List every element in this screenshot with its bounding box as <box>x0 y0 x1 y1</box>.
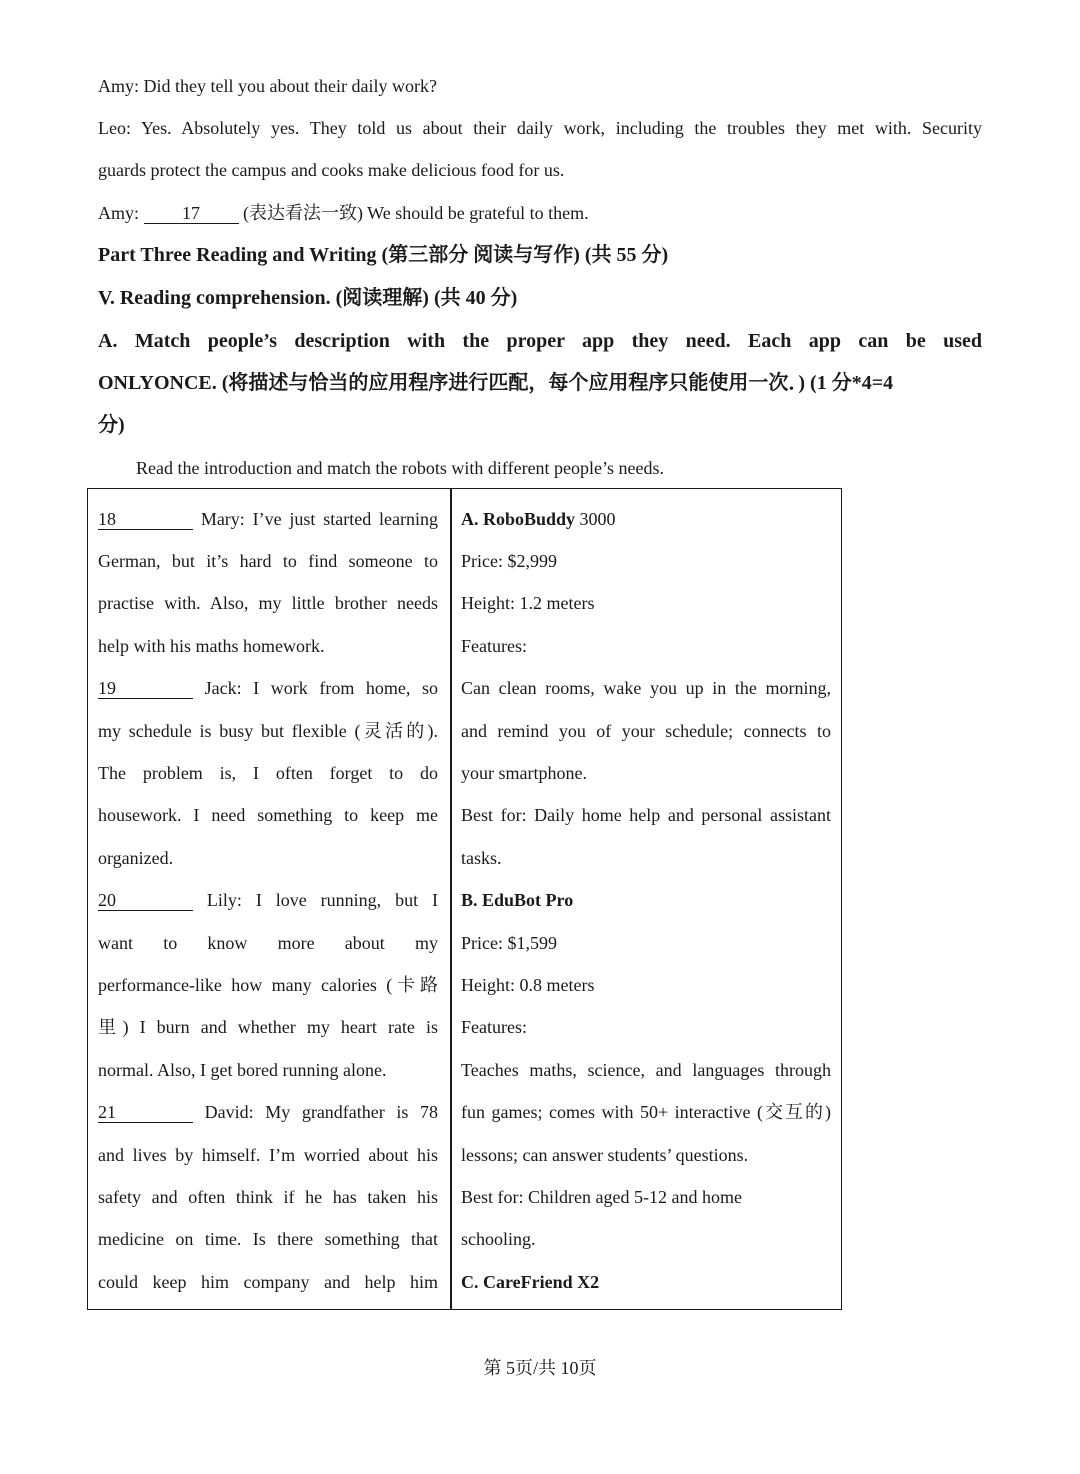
robot-a-feature-line-3: your smartphone. <box>461 763 587 783</box>
robot-a-feature-line-1: Can clean rooms, wake you up in the morning, <box>461 678 831 698</box>
page-footer: 第 5页/共 10页 <box>483 1358 597 1378</box>
answer-blank-21[interactable]: 21 <box>98 1102 193 1123</box>
answer-blank-18[interactable]: 18 <box>98 509 193 530</box>
answer-blank-17[interactable]: 17 <box>144 203 239 224</box>
section-a-heading-line-1: A. Match people’s description with the proper app they need. Each app can be used <box>98 330 982 352</box>
robot-b-height: Height: 0.8 meters <box>461 975 595 995</box>
amy-suffix: (表达看法一致) We should be grateful to them. <box>238 203 589 223</box>
robot-b-feature-line-1: Teaches maths, science, and languages through <box>461 1060 831 1080</box>
person-20-line-3: performance-like how many calories (卡路 <box>98 975 438 995</box>
dialogue-leo-line-1: Leo: Yes. Absolutely yes. They told us about their daily work, including the troubles they met with. Security <box>98 118 982 138</box>
dialogue-amy-question: Amy: Did they tell you about their daily work? <box>98 76 437 96</box>
person-19-line-5: organized. <box>98 848 174 868</box>
robot-b-feature-line-2: fun games; comes with 50+ interactive (交互的) <box>461 1102 831 1122</box>
robot-a-best-for-line-2: tasks. <box>461 848 502 868</box>
person-19-line-2: my schedule is busy but flexible (灵活的). <box>98 721 438 741</box>
robot-b-price: Price: $1,599 <box>461 933 557 953</box>
person-19-line-3: The problem is, I often forget to do <box>98 763 438 783</box>
robot-a-features-label: Features: <box>461 636 527 656</box>
robot-b-features-label: Features: <box>461 1017 527 1037</box>
person-21-line-4: medicine on time. Is there something that <box>98 1229 438 1249</box>
person-20-line-5: normal. Also, I get bored running alone. <box>98 1060 387 1080</box>
instruction-text: Read the introduction and match the robots with different people’s needs. <box>136 458 665 478</box>
person-21-line-3: safety and often think if he has taken his <box>98 1187 438 1207</box>
person-20-line-2: want to know more about my <box>98 933 438 953</box>
robot-c-title: C. CareFriend X2 <box>461 1272 600 1292</box>
person-18-line-1: 18 Mary: I’ve just started learning <box>98 509 438 529</box>
robot-a-feature-line-2: and remind you of your schedule; connects to <box>461 721 831 741</box>
person-20-line-4: 里) I burn and whether my heart rate is <box>98 1017 438 1037</box>
dialogue-leo-line-2: guards protect the campus and cooks make delicious food for us. <box>98 160 565 180</box>
robot-a-best-for-line-1: Best for: Daily home help and personal assistant <box>461 805 831 825</box>
section-v-heading: V. Reading comprehension. (阅读理解) (共 40 分) <box>98 287 518 309</box>
robot-b-title: B. EduBot Pro <box>461 890 574 910</box>
person-18-line-2: German, but it’s hard to find someone to <box>98 551 438 571</box>
robot-b-best-for-line-2: schooling. <box>461 1229 536 1249</box>
person-21-line-2: and lives by himself. I’m worried about his <box>98 1145 438 1165</box>
robot-b-feature-line-3: lessons; can answer students’ questions. <box>461 1145 749 1165</box>
amy-prefix: Amy: <box>98 203 144 223</box>
person-18-line-4: help with his maths homework. <box>98 636 325 656</box>
person-18-line-3: practise with. Also, my little brother needs <box>98 593 438 613</box>
person-21-line-5: could keep him company and help him <box>98 1272 438 1292</box>
person-20-line-1: 20 Lily: I love running, but I <box>98 890 438 910</box>
dialogue-amy-answer <box>98 201 589 225</box>
person-19-line-4: housework. I need something to keep me <box>98 805 438 825</box>
robot-a-title: A. RoboBuddy 3000 <box>461 509 616 529</box>
answer-blank-19[interactable]: 19 <box>98 678 193 699</box>
matching-table <box>87 488 842 1310</box>
robot-a-height: Height: 1.2 meters <box>461 593 595 613</box>
section-a-heading-line-2: ONLYONCE. (将描述与恰当的应用程序进行匹配，每个应用程序只能使用一次．) (1 分*4=4 <box>98 372 894 394</box>
person-19-line-1: 19 Jack: I work from home, so <box>98 678 438 698</box>
section-a-heading-line-3: 分) <box>98 414 125 436</box>
robot-b-best-for-line-1: Best for: Children aged 5-12 and home <box>461 1187 742 1207</box>
person-21-line-1: 21 David: My grandfather is 78 <box>98 1102 438 1122</box>
robot-a-price: Price: $2,999 <box>461 551 557 571</box>
part-three-heading: Part Three Reading and Writing (第三部分 阅读与写作) (共 55 分) <box>98 244 669 266</box>
answer-blank-20[interactable]: 20 <box>98 890 193 911</box>
column-divider <box>450 489 452 1309</box>
